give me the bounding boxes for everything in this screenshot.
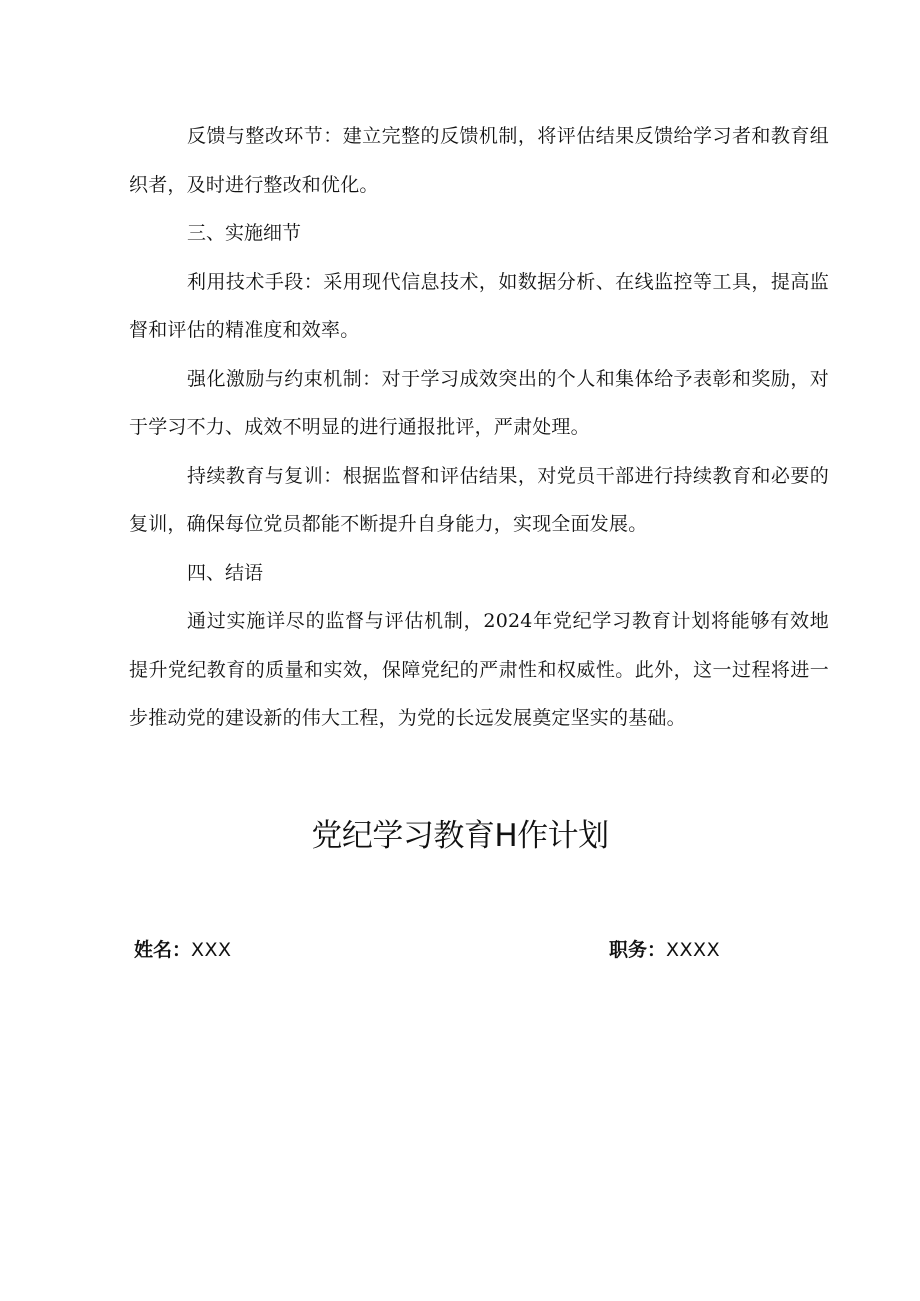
post-value: XXXX <box>666 939 721 961</box>
name-field <box>134 933 232 967</box>
name-value: XXX <box>191 939 232 961</box>
paragraph-feedback: 反馈与整改环节：建立完整的反馈机制，将评估结果反馈给学习者和教育组织者，及时进行整改和优化。 <box>129 125 829 196</box>
name-label: 姓名： <box>134 939 192 961</box>
section-heading-conclusion: 四、结语 <box>187 561 264 584</box>
paragraph-conclusion: 通过实施详尽的监督与评估机制，2024年党纪学习教育计划将能够有效地提升党纪教育的质量和实效，保障党纪的严肃性和权威性。此外，这一过程将进一步推动党的建设新的伟大工程，为党的长远发展奠定坚实的基础。 <box>129 610 829 729</box>
section-heading-implementation: 三、实施细节 <box>187 222 302 244</box>
paragraph-technology: 利用技术手段：采用现代信息技术，如数据分析、在线监控等工具，提高监督和评估的精准度和效率。 <box>129 270 829 341</box>
document-title: 党纪学习教育H作计划 <box>311 818 609 854</box>
post-label: 职务： <box>609 939 667 961</box>
document-body <box>129 112 829 743</box>
post-field <box>609 933 720 967</box>
paragraph-continuing-education: 持续教育与复训：根据监督和评估结果，对党员干部进行持续教育和必要的复训，确保每位党员都能不断提升自身能力，实现全面发展。 <box>129 464 829 535</box>
paragraph-incentives: 强化激励与约束机制：对于学习成效突出的个人和集体给予表彰和奖励，对于学习不力、成效不明显的进行通报批评，严肃处理。 <box>129 367 829 438</box>
